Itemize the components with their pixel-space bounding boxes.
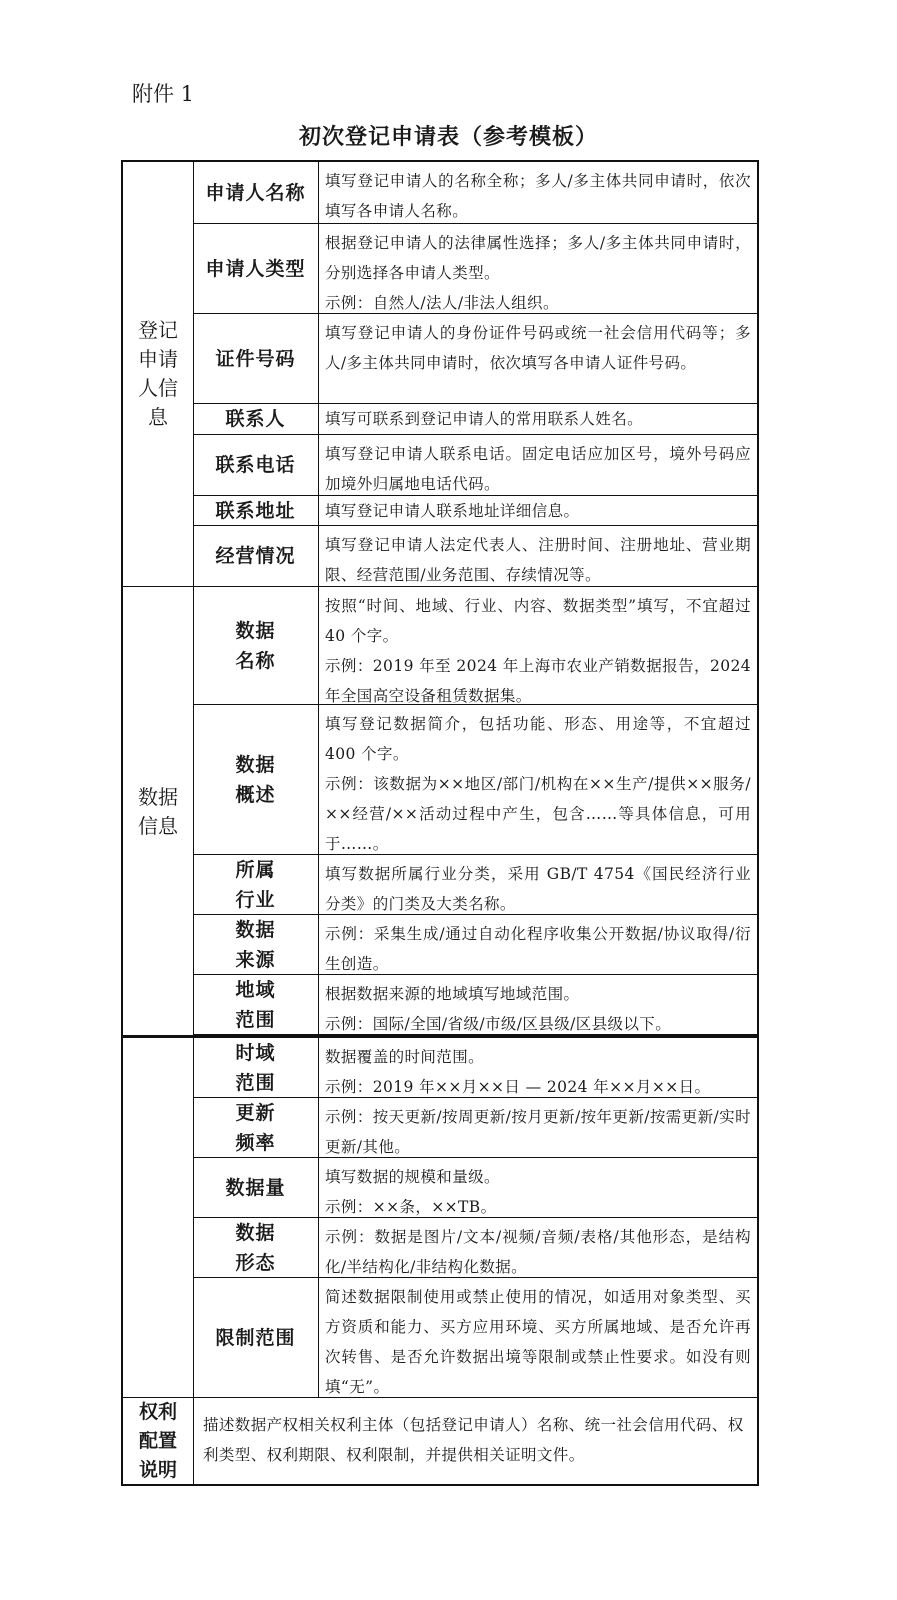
row-contact-phone xyxy=(193,435,757,496)
row-content: 按照“时间、地域、行业、内容、数据类型”填写，不宜超过 40 个字。 示例：2019 年至 2024 年上海市农业产销数据报告，2024 年全国高空设备租赁数据集。 xyxy=(325,597,751,705)
row-region-scope xyxy=(193,975,757,1035)
row-id-number xyxy=(193,314,757,404)
row-time-scope xyxy=(193,1038,757,1098)
data-info-group xyxy=(123,587,757,1397)
row-label: 数据量 xyxy=(193,1158,319,1217)
group-label-rights: 权利 配置 说明 xyxy=(123,1398,194,1484)
row-label: 数据 来源 xyxy=(193,915,319,974)
row-content: 填写登记申请人的名称全称；多人/多主体共同申请时，依次填写各申请人名称。 xyxy=(325,172,751,220)
row-content: 填写登记申请人联系电话。固定电话应加区号，境外号码应加境外归属地电话代码。 xyxy=(325,445,751,493)
registration-form-table xyxy=(121,160,759,1486)
row-data-form xyxy=(193,1218,757,1278)
group-label-blank xyxy=(123,1037,194,1397)
row-label: 时域 范围 xyxy=(193,1038,319,1097)
row-label: 地域 范围 xyxy=(193,975,319,1034)
row-content: 填写登记数据简介，包括功能、形态、用途等，不宜超过 400 个字。 示例：该数据为××地区/部门/机构在××生产/提供××服务/××经营/××活动过程中产生，包含……等具体信息，可用于……。 xyxy=(325,715,751,853)
row-content: 填写登记申请人法定代表人、注册时间、注册地址、营业期限、经营范围/业务范围、存续情况等。 xyxy=(325,536,751,584)
row-data-overview xyxy=(193,705,757,855)
row-content: 填写可联系到登记申请人的常用联系人姓名。 xyxy=(325,410,644,428)
row-label: 证件号码 xyxy=(193,314,319,403)
row-content: 示例：数据是图片/文本/视频/音频/表格/其他形态，是结构化/半结构化/非结构化数据。 xyxy=(325,1228,751,1276)
group-label-data: 数据 信息 xyxy=(123,587,194,1037)
row-content: 数据覆盖的时间范围。 示例：2019 年××月××日 — 2024 年××月××日。 xyxy=(325,1048,711,1096)
row-label: 数据 概述 xyxy=(193,705,319,854)
row-label: 联系电话 xyxy=(193,435,319,495)
row-applicant-type xyxy=(193,224,757,314)
row-label: 经营情况 xyxy=(193,526,319,586)
row-content: 根据登记申请人的法律属性选择；多人/多主体共同申请时，分别选择各申请人类型。 示例：自然人/法人/非法人组织。 xyxy=(325,234,751,312)
rights-config-group xyxy=(123,1398,757,1484)
row-label: 更新 频率 xyxy=(193,1098,319,1157)
row-contact-person xyxy=(193,404,757,435)
row-contact-address xyxy=(193,496,757,526)
row-content: 简述数据限制使用或禁止使用的情况，如适用对象类型、买方资质和能力、买方应用环境、买方所属地域、是否允许再次转售、是否允许数据出境等限制或禁止性要求。如没有则填“无”。 xyxy=(325,1288,751,1396)
row-content: 填写数据所属行业分类，采用 GB/T 4754《国民经济行业分类》的门类及大类名称。 xyxy=(325,865,751,913)
applicant-info-group xyxy=(123,162,757,586)
group-label-applicant: 登记 申请 人信 息 xyxy=(123,162,194,586)
row-data-volume xyxy=(193,1158,757,1218)
row-content: 填写数据的规模和量级。 示例：××条，××TB。 xyxy=(325,1168,500,1216)
row-label: 所属 行业 xyxy=(193,855,319,914)
row-industry xyxy=(193,855,757,915)
row-data-name xyxy=(193,587,757,705)
row-label: 申请人类型 xyxy=(193,224,319,313)
row-label: 联系地址 xyxy=(193,496,319,525)
row-label: 限制范围 xyxy=(193,1278,319,1397)
row-content: 示例：按天更新/按周更新/按月更新/按年更新/按需更新/实时更新/其他。 xyxy=(325,1108,751,1156)
row-applicant-name xyxy=(193,162,757,224)
row-restriction-scope xyxy=(193,1278,757,1397)
row-label: 数据 形态 xyxy=(193,1218,319,1277)
row-content: 根据数据来源的地域填写地域范围。 示例：国际/全国/省级/市级/区县级/区县级以下。 xyxy=(325,985,672,1033)
row-label: 数据 名称 xyxy=(193,587,319,704)
row-content: 填写登记申请人联系地址详细信息。 xyxy=(325,502,580,520)
attachment-label: 附件 1 xyxy=(132,82,195,106)
row-update-frequency xyxy=(193,1098,757,1158)
row-business-status xyxy=(193,526,757,586)
row-data-source xyxy=(193,915,757,975)
row-content: 填写登记申请人的身份证件号码或统一社会信用代码等；多人/多主体共同申请时，依次填写各申请人证件号码。 xyxy=(325,324,751,372)
row-label: 申请人名称 xyxy=(193,162,319,223)
form-title: 初次登记申请表（参考模板） xyxy=(298,124,598,150)
rights-description: 描述数据产权相关权利主体（包括登记申请人）名称、统一社会信用代码、权利类型、权利期限、权利限制，并提供相关证明文件。 xyxy=(203,1416,744,1464)
row-label: 联系人 xyxy=(193,404,319,434)
row-content: 示例：采集生成/通过自动化程序收集公开数据/协议取得/衍生创造。 xyxy=(325,925,751,973)
